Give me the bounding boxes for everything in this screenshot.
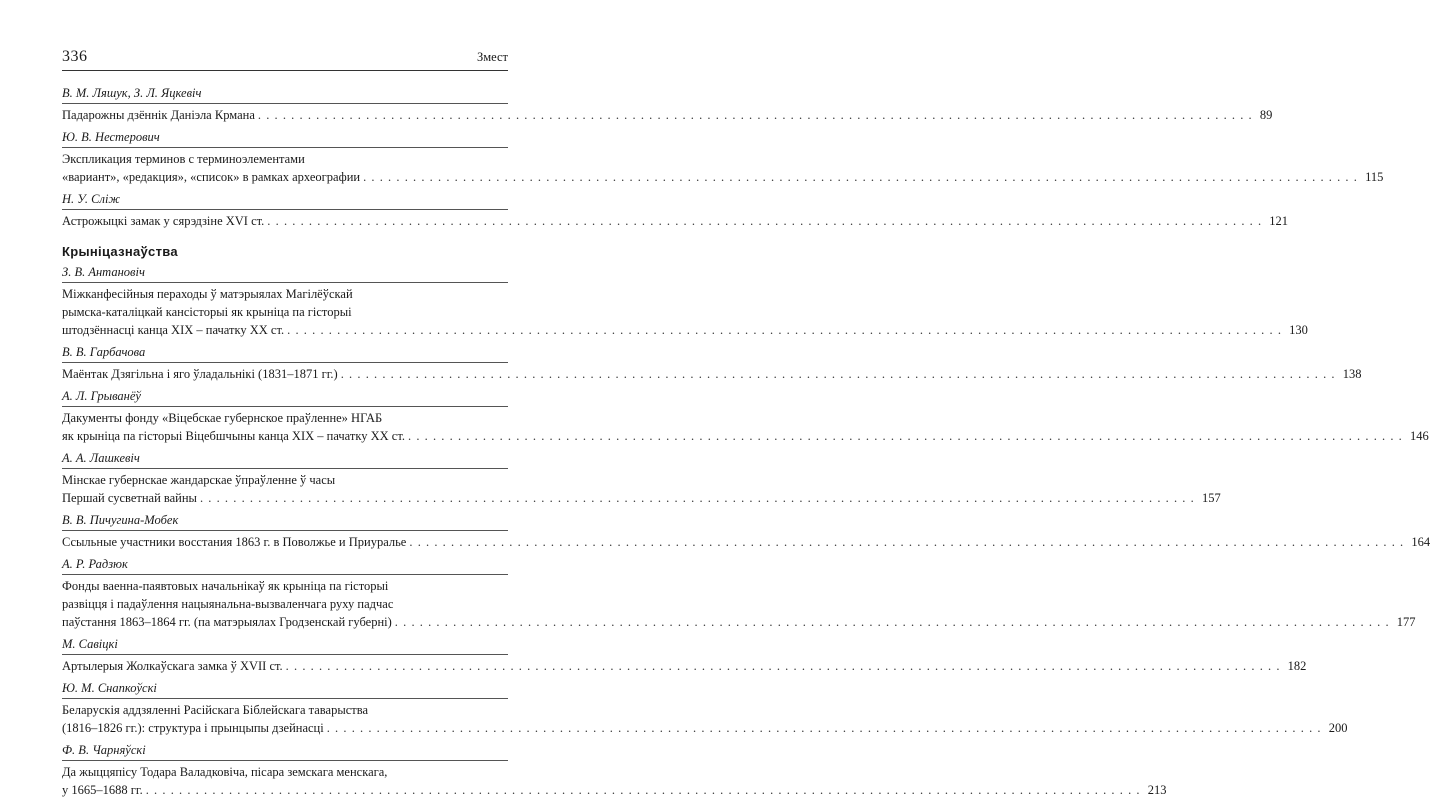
entry-divider (62, 468, 508, 469)
dot-leader: ........................................................................................................................ (394, 615, 1394, 629)
dot-leader: ........................................................................................................................ (409, 535, 1409, 549)
entry-page-number: 121 (1269, 214, 1289, 228)
table-of-contents (62, 84, 1430, 799)
running-title: Змест (476, 50, 508, 64)
toc-entry (62, 679, 1348, 737)
entry-title-text: у 1665–1688 гг. (62, 783, 143, 797)
entry-page-number: 115 (1365, 170, 1384, 184)
toc-entry (62, 387, 1429, 445)
entry-title-text: Артылерыя Жолкаўскага замка ў XVII ст. (62, 659, 283, 673)
entry-title-last-line (62, 168, 1384, 186)
entry-author: В. М. Ляшук, З. Л. Яцкевіч (62, 86, 202, 100)
entry-page-number: 138 (1342, 367, 1362, 381)
entry-page-number: 164 (1411, 535, 1430, 549)
dot-leader: ........................................................................................................................ (340, 367, 1340, 381)
entry-divider (62, 147, 508, 148)
entry-author: М. Савіцкі (62, 637, 118, 651)
dot-leader: ........................................................................................................................ (145, 783, 1145, 797)
entry-page-number: 157 (1201, 491, 1221, 505)
entries-top (62, 84, 1384, 230)
toc-entry (62, 635, 1307, 675)
entry-author: З. В. Антановіч (62, 265, 145, 279)
toc-entry (62, 190, 1289, 230)
toc-entry (62, 343, 1362, 383)
entry-author: В. В. Гарбачова (62, 345, 146, 359)
entry-divider (62, 760, 508, 761)
dot-leader: ........................................................................................................................ (408, 429, 1407, 443)
entry-author: Ю. В. Нестерович (62, 130, 160, 144)
entry-title-text: паўстання 1863–1864 гг. (па матэрыялах Гродзенскай губерні) (62, 615, 392, 629)
entry-author: Н. У. Сліж (62, 192, 121, 206)
entry-divider (62, 574, 508, 575)
entry-author: Ф. В. Чарняўскі (62, 743, 146, 757)
entry-page-number: 89 (1259, 108, 1273, 122)
entry-title-last-line (62, 613, 1416, 631)
entry-author: А. Р. Радзюк (62, 557, 128, 571)
toc-entry (62, 555, 1416, 631)
entry-divider (62, 282, 508, 283)
entry-title-last-line (62, 657, 1307, 675)
entry-title-line: Фонды ваенна-паявтовых начальнікаў як крыніца па гісторыі (62, 579, 389, 593)
entry-title-text: Ссыльные участники восстания 1863 г. в Поволжье и Приуралье (62, 535, 407, 549)
dot-leader: ........................................................................................................................ (267, 214, 1267, 228)
entry-page-number: 146 (1410, 429, 1429, 443)
entry-title-last-line (62, 781, 1167, 799)
entry-title-last-line (62, 365, 1362, 383)
dot-leader: ........................................................................................................................ (285, 659, 1285, 673)
entry-title-line: рымска-каталіцкай кансісторыі як крыніца па гісторыі (62, 305, 352, 319)
entry-title-last-line (62, 321, 1308, 339)
entry-title-text: «вариант», «редакция», «список» в рамках археографии (62, 170, 361, 184)
entry-title-last-line (62, 427, 1429, 445)
page-number: 336 (62, 48, 88, 65)
dot-leader: ........................................................................................................................ (363, 170, 1363, 184)
entry-divider (62, 698, 508, 699)
entry-title-line: развіцця і падаўлення нацыянальна-вызваленчага руху падчас (62, 597, 394, 611)
entry-title-last-line (62, 489, 1221, 507)
entry-title-text: як крыніца па гісторыі Віцебшчыны канца XIX – пачатку XX ст. (62, 429, 405, 443)
entry-page-number: 200 (1328, 721, 1348, 735)
toc-entry (62, 84, 1273, 124)
toc-entry (62, 128, 1384, 186)
entry-author: Ю. М. Снапкоўскі (62, 681, 157, 695)
entry-title-text: Астрожыцкі замак у сярэдзіне XVI ст. (62, 214, 265, 228)
entry-title-text: штодзённасці канца XIX – пачатку XX ст. (62, 323, 285, 337)
entry-title-text: Падарожны дзённік Даніэла Крмана (62, 108, 255, 122)
entry-title-last-line (62, 106, 1273, 124)
entry-title-last-line (62, 212, 1289, 230)
toc-entry (62, 263, 1308, 339)
entry-page-number: 130 (1289, 323, 1308, 337)
entry-divider (62, 103, 508, 104)
entry-author: А. Л. Грыванёў (62, 389, 141, 403)
entry-page-number: 182 (1287, 659, 1307, 673)
entry-author: В. В. Пичугина-Мобек (62, 513, 179, 527)
entry-divider (62, 530, 508, 531)
dot-leader: ........................................................................................................................ (326, 721, 1326, 735)
entry-title-line: Экспликация терминов с терминоэлементами (62, 152, 305, 166)
entry-title-last-line (62, 719, 1348, 737)
dot-leader: ........................................................................................................................ (287, 323, 1287, 337)
entry-title-line: Да жыццяпісу Тодара Валадковіча, пісара земскага менскага, (62, 765, 388, 779)
dot-leader: ........................................................................................................................ (199, 491, 1199, 505)
entry-title-text: (1816–1826 гг.): структура і прынцыпы дзейнасці (62, 721, 324, 735)
page-header (62, 48, 508, 68)
entry-page-number: 213 (1147, 783, 1167, 797)
header-rule (62, 70, 508, 71)
entries-section (62, 263, 1430, 799)
entry-title-line: Мінскае губернскае жандарскае ўпраўленне ў часы (62, 473, 336, 487)
entry-title-last-line (62, 533, 1430, 551)
section-heading: Крыніцазнаўства (62, 244, 178, 259)
entry-divider (62, 209, 508, 210)
toc-entry (62, 741, 1167, 799)
entry-title-line: Дакументы фонду «Віцебскае губернское праўленне» НГАБ (62, 411, 383, 425)
entry-divider (62, 362, 508, 363)
toc-entry (62, 511, 1430, 551)
entry-title-line: Міжканфесійныя пераходы ў матэрыялах Магілёўскай (62, 287, 353, 301)
entry-author: А. А. Лашкевіч (62, 451, 140, 465)
entry-title-line: Беларускія аддзяленні Расійскага Біблейскага таварыства (62, 703, 369, 717)
entry-page-number: 177 (1396, 615, 1416, 629)
entry-divider (62, 654, 508, 655)
toc-entry (62, 449, 1221, 507)
entry-title-text: Першай сусветнай вайны (62, 491, 197, 505)
entry-title-text: Маёнтак Дзягільна і яго ўладальнікі (1831–1871 гг.) (62, 367, 338, 381)
entry-divider (62, 406, 508, 407)
dot-leader: ........................................................................................................................ (257, 108, 1257, 122)
